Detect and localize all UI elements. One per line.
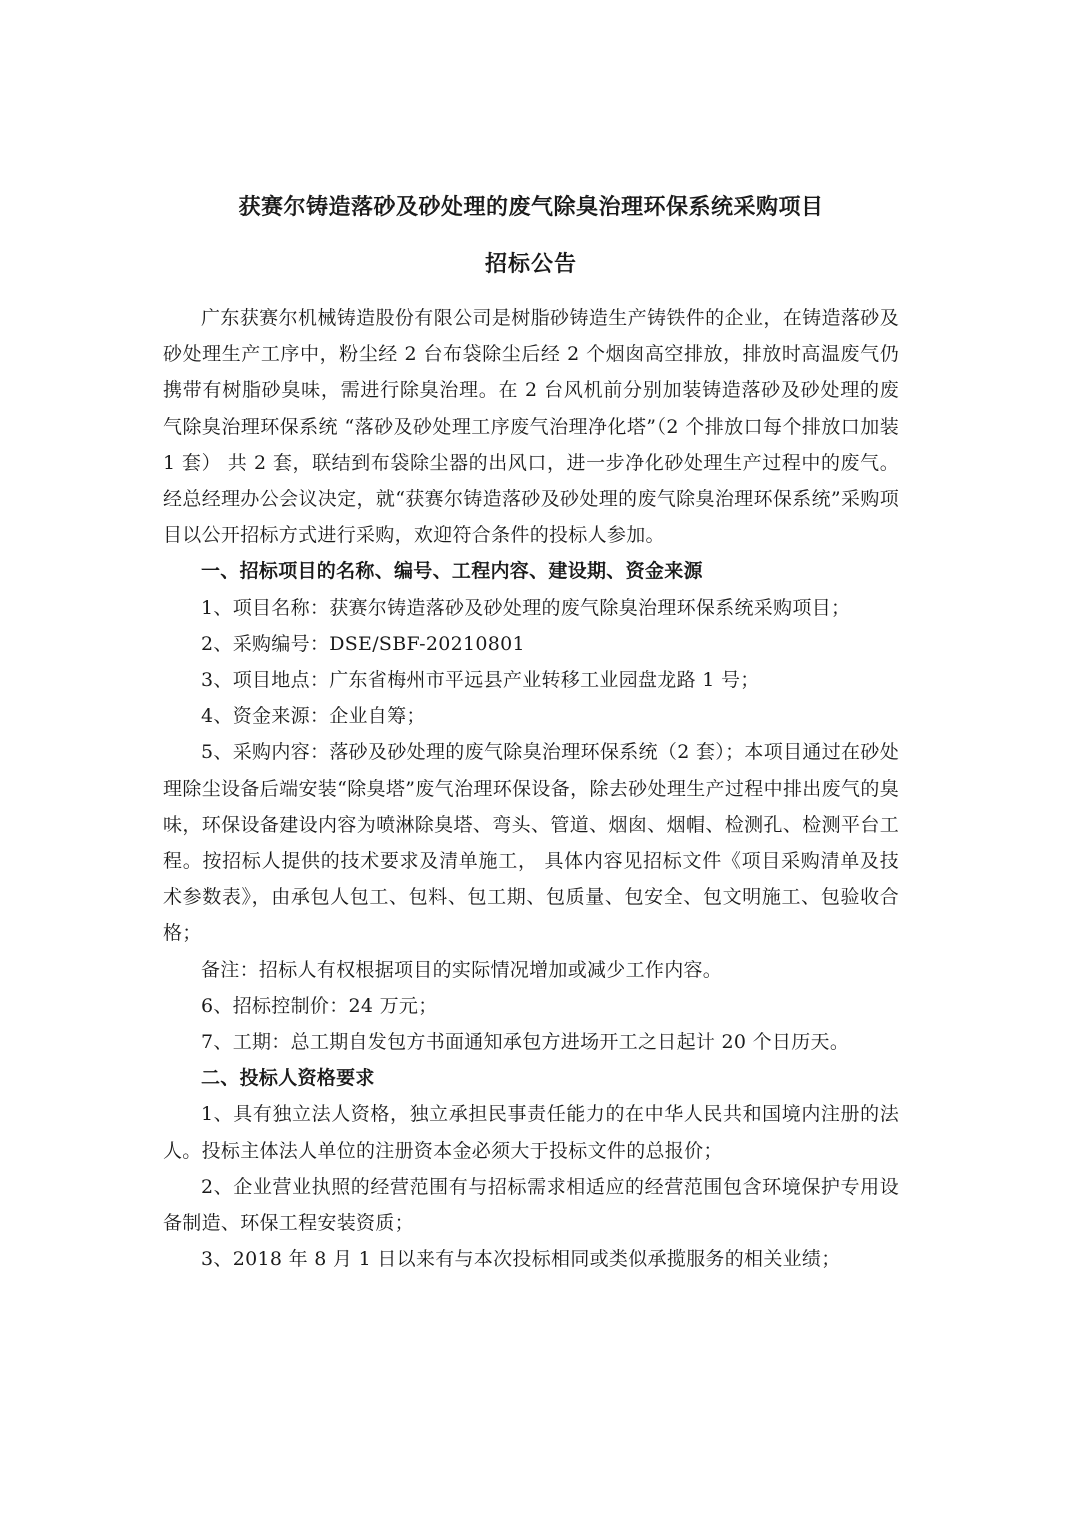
- section-1-item-6: 6、招标控制价：24 万元；: [201, 994, 438, 1017]
- document-subtitle: 招标公告: [484, 252, 577, 277]
- section-2-heading: 二、投标人资格要求: [201, 1067, 375, 1090]
- section-1-item-5: 5、采购内容：落砂及砂处理的废气除臭治理环保系统（2 套）；本项目通过在砂处理除尘设备后端安装“除臭塔”废气治理环保设备，除去砂处理生产过程中排出废气的臭味，环保设备建设内容为喷淋除臭塔、弯头、管道、烟囱、烟帽、检测孔、检测平台工程。按招标人提供的技术要求及清单施工， 具体内容见招标文件《项目采购清单及技术参数表》，由承包人包工、包料、包工期、包质量、包安全、包文明施工、包验收合格；: [163, 741, 899, 945]
- section-1-item-2: 2、采购编号：DSE/SBF-20210801: [201, 632, 525, 655]
- section-1-item-3: 3、项目地点：广东省梅州市平远县产业转移工业园盘龙路 1 号；: [201, 669, 760, 692]
- section-2-item-2: 2、企业营业执照的经营范围有与招标需求相适应的经营范围包含环境保护专用设备制造、环保工程安装资质；: [163, 1175, 899, 1235]
- document-body: [163, 300, 899, 1277]
- section-1-note: 备注：招标人有权根据项目的实际情况增加或减少工作内容。: [201, 958, 723, 981]
- section-1-item-7: 7、工期：总工期自发包方书面通知承包方进场开工之日起计 20 个日历天。: [201, 1031, 850, 1054]
- document-title: 获赛尔铸造落砂及砂处理的废气除臭治理环保系统采购项目: [238, 195, 824, 220]
- section-1-item-4: 4、资金来源：企业自筹；: [201, 705, 426, 728]
- section-2-item-1: 1、具有独立法人资格，独立承担民事责任能力的在中华人民共和国境内注册的法人。投标主体法人单位的注册资本金必须大于投标文件的总报价；: [163, 1103, 899, 1162]
- intro-paragraph: 广东获赛尔机械铸造股份有限公司是树脂砂铸造生产铸铁件的企业，在铸造落砂及砂处理生产工序中，粉尘经 2 台布袋除尘后经 2 个烟囱高空排放，排放时高温废气仍携带有树脂砂臭味，需进行除臭治理。在 2 台风机前分别加装铸造落砂及砂处理的废气除臭治理环保系统 “落砂及砂处理工序废气治理净化塔”（2 个排放口每个排放口加装 1 套） 共 2 套，联结到布袋除尘器的出风口，进一步净化砂处理生产过程中的废气。经总经理办公会议决定，就“获赛尔铸造落砂及砂处理的废气除臭治理环保系统”采购项目以公开招标方式进行采购，欢迎符合条件的投标人参加。: [163, 307, 899, 547]
- section-2-item-3: 3、2018 年 8 月 1 日以来有与本次投标相同或类似承揽服务的相关业绩；: [201, 1248, 841, 1271]
- section-1-heading: 一、招标项目的名称、编号、工程内容、建设期、资金来源: [201, 560, 703, 583]
- section-1-item-1: 1、项目名称：获赛尔铸造落砂及砂处理的废气除臭治理环保系统采购项目；: [201, 596, 851, 619]
- document-page: [163, 188, 899, 1277]
